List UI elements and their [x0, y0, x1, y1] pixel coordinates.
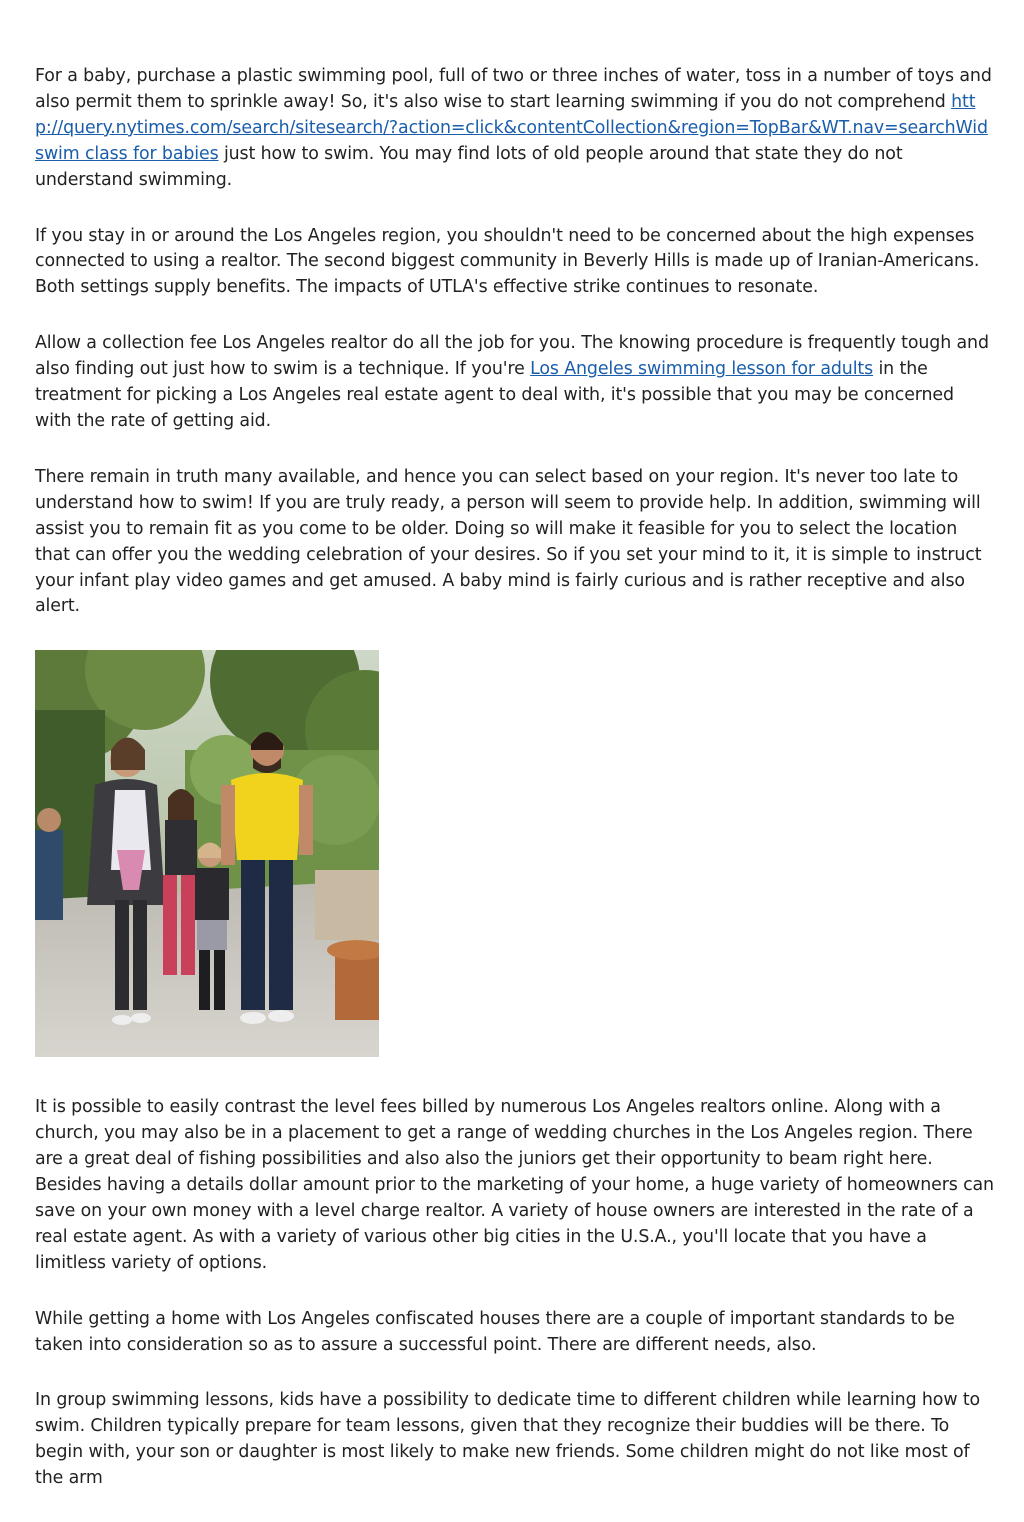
paragraph-5: It is possible to easily contrast the level fees billed by numerous Los Angeles realtors online. Along with a church, you may also be in a placement to get a range of wedding churches in the Los Angeles region. There are a great deal of fishing possibilities and also also the juniors get their opportunity to beam right here. Besides having a details dollar amount prior to the marketing of your home, a huge variety of homeowners can save on your own money with a level charge realtor. A variety of house owners are interested in the rate of a real estate agent. As with a variety of various other big cities in the U.S.A., you'll locate that you have a limitless variety of options.	[35, 1097, 994, 1273]
paragraph-3-text-b: in the treatment for picking a Los Angeles real estate agent to deal with, it's possible that you may be concerned with the rate of getting aid.	[35, 359, 954, 431]
paragraph-2: If you stay in or around the Los Angeles region, you shouldn't need to be concerned about the high expenses connected to using a realtor. The second biggest community in Beverly Hills is made up of Iranian-Americans. Both settings supply benefits. The impacts of UTLA's effective strike continues to resonate.	[35, 225, 980, 298]
article-body	[35, 64, 995, 1522]
link-text-part: swim class for babies	[35, 143, 219, 164]
paragraph-1	[35, 64, 995, 194]
los-angeles-swimming-lesson-link[interactable]: Los Angeles swimming lesson for adults	[530, 359, 874, 380]
paragraph-1-text-b: just how to swim. You may find lots of old people around that state they do not understand swimming.	[35, 143, 903, 190]
family-walking-photo	[35, 650, 379, 1057]
paragraph-6: While getting a home with Los Angeles confiscated houses there are a couple of important standards to be taken into consideration so as to assure a successful point. There are different needs, also.	[35, 1308, 955, 1355]
paragraph-7: In group swimming lessons, kids have a possibility to dedicate time to different children while learning how to swim. Children typically prepare for team lessons, given that they recognize their buddies will be there. To begin with, your son or daughter is most likely to make new friends. Some children might do not like most of the arm	[35, 1390, 981, 1489]
paragraph-4: There remain in truth many available, and hence you can select based on your region. It's never too late to understand how to swim! If you are truly ready, a person will seem to provide help. In addition, swimming will assist you to remain fit as you come to be older. Doing so will make it feasible for you to select the location that can offer you the wedding celebration of your desires. So if you set your mind to it, it is simple to instruct your infant play video games and get amused. A baby mind is fairly curious and is rather receptive and also alert.	[35, 466, 982, 617]
link-url-part: http://query.nytimes.com/search/sitesearch/?action=click&contentCollection&region=TopBar&WT.nav=searchWid	[35, 91, 988, 138]
paragraph-3	[35, 331, 995, 435]
paragraph-1-text-a: For a baby, purchase a plastic swimming pool, full of two or three inches of water, toss in a number of toys and also permit them to sprinkle away! So, it's also wise to start learning swimming if you do not comprehend	[35, 66, 992, 112]
paragraph-3-text-a: Allow a collection fee Los Angeles realtor do all the job for you. The knowing procedure is frequently tough and also finding out just how to swim is a technique. If you're	[35, 333, 989, 380]
